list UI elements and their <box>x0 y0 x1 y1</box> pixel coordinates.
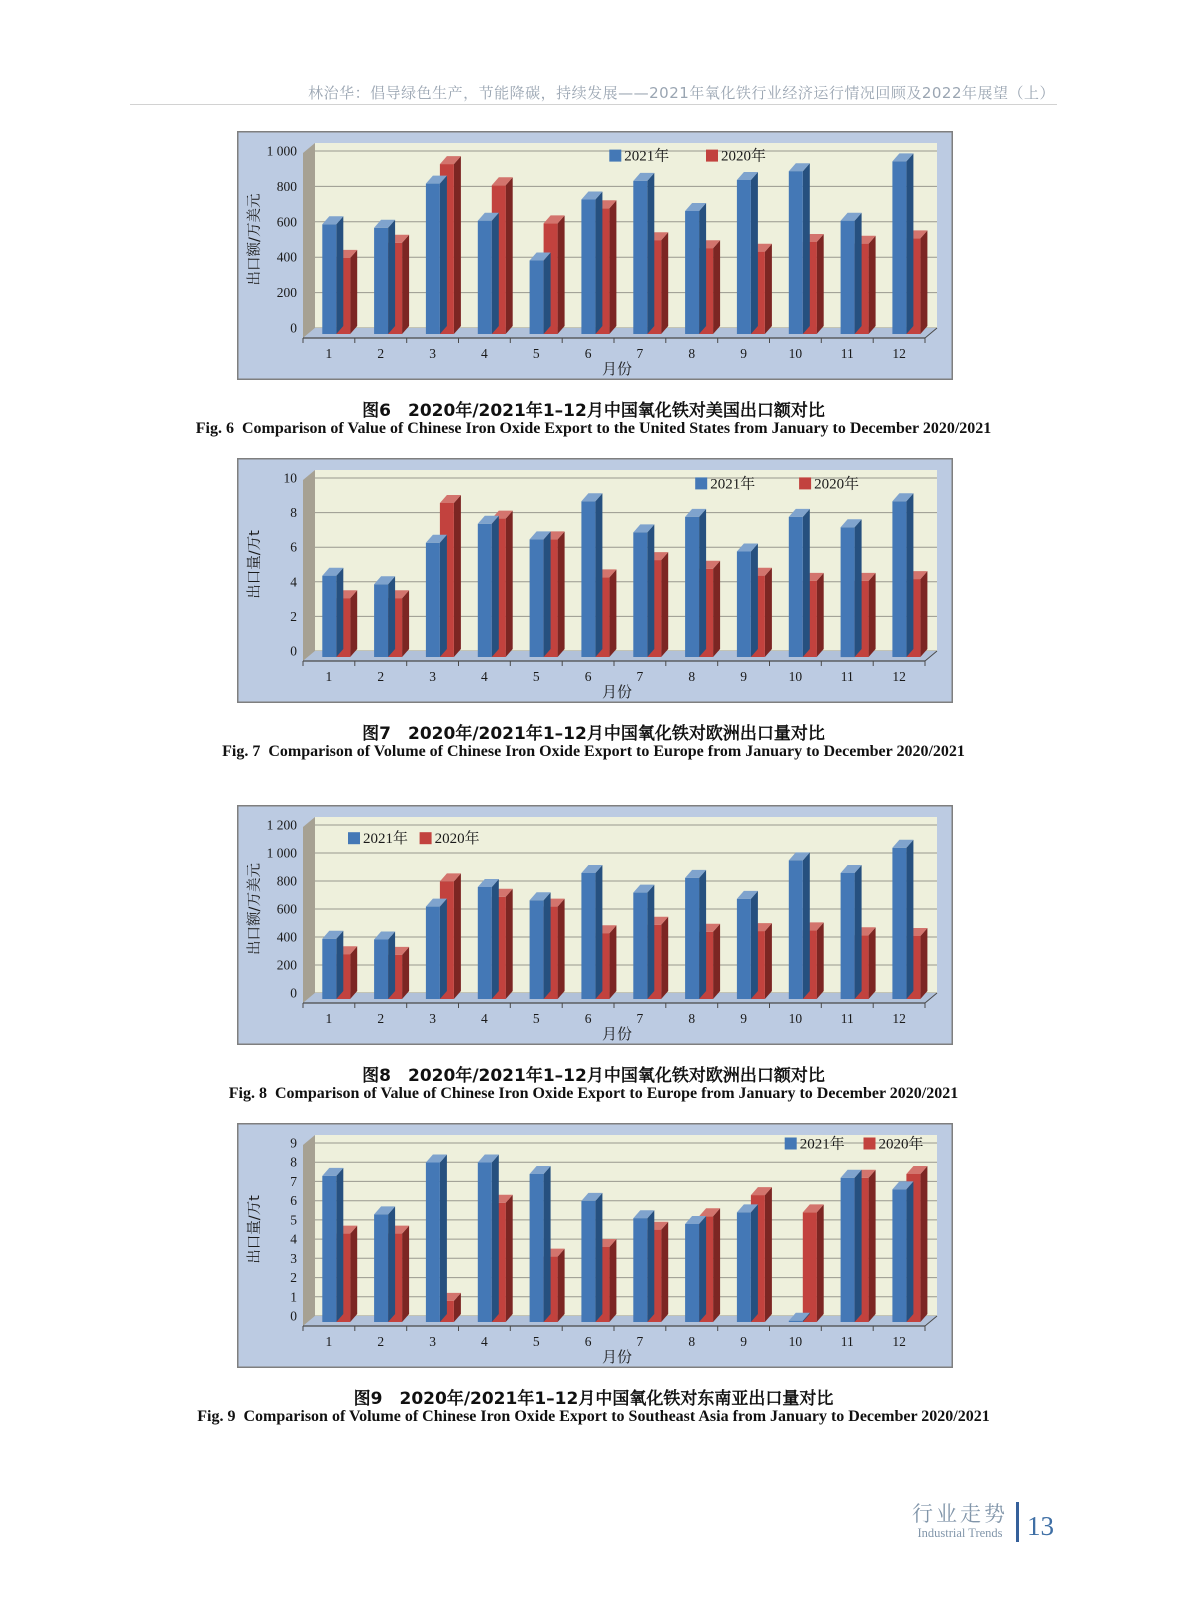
svg-text:月份: 月份 <box>601 360 633 378</box>
fig6-chart <box>237 131 953 380</box>
svg-text:4: 4 <box>481 669 488 684</box>
svg-text:10: 10 <box>788 669 803 684</box>
fig8-caption-en: Fig. 8 Comparison of Value of Chinese Iron Oxide Export to Europe from January to December 2020/2021 <box>228 1085 959 1102</box>
svg-text:7: 7 <box>636 669 644 684</box>
svg-text:7: 7 <box>636 1334 644 1349</box>
svg-text:2: 2 <box>377 346 385 361</box>
svg-text:1: 1 <box>325 346 333 361</box>
svg-text:8: 8 <box>688 1011 696 1026</box>
svg-text:月份: 月份 <box>601 1348 633 1366</box>
svg-text:2021年: 2021年 <box>710 476 756 493</box>
svg-text:8: 8 <box>290 1154 297 1170</box>
svg-text:3: 3 <box>429 669 436 684</box>
svg-text:800: 800 <box>276 873 297 889</box>
svg-text:3: 3 <box>429 1334 436 1349</box>
svg-text:2: 2 <box>377 1334 385 1349</box>
fig6-caption-en: Fig. 6 Comparison of Value of Chinese Iron Oxide Export to the United States from January to December 2020/2021 <box>195 420 992 437</box>
svg-text:9: 9 <box>290 1135 297 1151</box>
svg-text:2020年: 2020年 <box>721 148 767 165</box>
svg-text:出口量/万t: 出口量/万t <box>247 530 263 599</box>
footer-section <box>912 1503 1008 1541</box>
svg-text:5: 5 <box>290 1212 297 1228</box>
svg-text:200: 200 <box>276 957 297 973</box>
svg-text:4: 4 <box>481 1011 488 1026</box>
svg-text:400: 400 <box>276 249 297 265</box>
svg-text:2: 2 <box>290 1270 297 1286</box>
fig9-caption-zh: 图9 2020年/2021年1–12月中国氧化铁对东南亚出口量对比 <box>353 1389 834 1409</box>
svg-text:1: 1 <box>290 1289 297 1305</box>
header-rule <box>130 104 1057 105</box>
svg-text:4: 4 <box>290 1231 297 1247</box>
svg-text:800: 800 <box>276 178 297 194</box>
svg-text:5: 5 <box>532 1011 540 1026</box>
svg-text:12: 12 <box>892 1011 906 1026</box>
svg-text:2020年: 2020年 <box>814 476 860 493</box>
fig7-caption-en: Fig. 7 Comparison of Volume of Chinese Iron Oxide Export to Europe from January to December 2020/2021 <box>222 743 965 760</box>
svg-text:7: 7 <box>636 1011 644 1026</box>
svg-text:7: 7 <box>636 346 644 361</box>
svg-text:月份: 月份 <box>601 1025 633 1043</box>
svg-text:1: 1 <box>325 669 333 684</box>
svg-text:出口额/万美元: 出口额/万美元 <box>247 863 263 955</box>
svg-text:3: 3 <box>429 1011 436 1026</box>
svg-text:400: 400 <box>276 929 297 945</box>
fig9-chart <box>237 1123 953 1368</box>
svg-text:2021年: 2021年 <box>624 148 670 165</box>
svg-text:5: 5 <box>532 669 540 684</box>
svg-text:10: 10 <box>283 470 297 486</box>
fig7-caption-zh: 图7 2020年/2021年1–12月中国氧化铁对欧洲出口量对比 <box>362 724 825 744</box>
svg-text:11: 11 <box>840 1011 854 1026</box>
svg-text:0: 0 <box>290 1308 297 1324</box>
svg-text:8: 8 <box>290 505 297 521</box>
svg-text:6: 6 <box>584 346 592 361</box>
svg-text:6: 6 <box>584 1011 592 1026</box>
fig6-caption-zh: 图6 2020年/2021年1–12月中国氧化铁对美国出口额对比 <box>362 401 825 421</box>
svg-text:8: 8 <box>688 1334 696 1349</box>
footer-section-zh: 行业走势 <box>912 1501 1008 1526</box>
svg-text:8: 8 <box>688 669 696 684</box>
svg-text:1 000: 1 000 <box>266 143 297 159</box>
svg-text:2: 2 <box>377 1011 385 1026</box>
svg-text:9: 9 <box>740 1011 747 1026</box>
svg-text:11: 11 <box>840 669 854 684</box>
svg-text:2020年: 2020年 <box>434 831 480 848</box>
svg-text:5: 5 <box>532 1334 540 1349</box>
svg-text:3: 3 <box>429 346 436 361</box>
fig8-caption-zh: 图8 2020年/2021年1–12月中国氧化铁对欧洲出口额对比 <box>362 1066 825 1086</box>
svg-text:0: 0 <box>290 320 297 336</box>
svg-text:4: 4 <box>290 574 297 590</box>
svg-text:2021年: 2021年 <box>363 831 409 848</box>
svg-text:0: 0 <box>290 985 297 1001</box>
svg-text:10: 10 <box>788 1334 803 1349</box>
page-footer <box>912 1502 1054 1542</box>
svg-text:3: 3 <box>290 1250 297 1266</box>
svg-text:5: 5 <box>532 346 540 361</box>
svg-text:2021年: 2021年 <box>799 1136 845 1153</box>
svg-text:9: 9 <box>740 1334 747 1349</box>
svg-text:出口量/万t: 出口量/万t <box>247 1195 263 1264</box>
svg-text:200: 200 <box>276 285 297 301</box>
svg-text:12: 12 <box>892 669 906 684</box>
svg-text:1: 1 <box>325 1011 333 1026</box>
svg-text:9: 9 <box>740 346 747 361</box>
svg-text:月份: 月份 <box>601 683 633 701</box>
running-header: 林治华：倡导绿色生产，节能降碳，持续发展——2021年氧化铁行业经济运行情况回顾及2022年展望（上） <box>308 84 1055 102</box>
svg-text:1 000: 1 000 <box>266 845 297 861</box>
svg-text:出口额/万美元: 出口额/万美元 <box>247 193 263 286</box>
svg-text:6: 6 <box>290 1193 297 1209</box>
svg-text:4: 4 <box>481 346 488 361</box>
svg-text:2020年: 2020年 <box>878 1136 924 1153</box>
svg-text:10: 10 <box>788 1011 803 1026</box>
svg-text:600: 600 <box>276 901 297 917</box>
svg-text:12: 12 <box>892 1334 906 1349</box>
svg-text:4: 4 <box>481 1334 488 1349</box>
fig8-chart <box>237 805 953 1045</box>
svg-text:2: 2 <box>290 608 297 624</box>
svg-text:12: 12 <box>892 346 906 361</box>
svg-text:2: 2 <box>377 669 385 684</box>
svg-text:600: 600 <box>276 214 297 230</box>
svg-text:0: 0 <box>290 643 297 659</box>
svg-text:6: 6 <box>584 669 592 684</box>
svg-text:6: 6 <box>584 1334 592 1349</box>
svg-text:10: 10 <box>788 346 803 361</box>
footer-section-en: Industrial Trends <box>917 1526 1003 1541</box>
svg-text:1 200: 1 200 <box>266 817 297 833</box>
footer-divider <box>1016 1502 1019 1542</box>
svg-text:1: 1 <box>325 1334 333 1349</box>
svg-text:8: 8 <box>688 346 696 361</box>
svg-text:6: 6 <box>290 539 297 555</box>
page-number: 13 <box>1027 1510 1054 1541</box>
svg-text:9: 9 <box>740 669 747 684</box>
svg-text:7: 7 <box>290 1173 297 1189</box>
svg-text:11: 11 <box>840 346 854 361</box>
svg-text:11: 11 <box>840 1334 854 1349</box>
fig7-chart <box>237 458 953 703</box>
fig9-caption-en: Fig. 9 Comparison of Volume of Chinese Iron Oxide Export to Southeast Asia from January to December 2020/2021 <box>197 1408 990 1425</box>
